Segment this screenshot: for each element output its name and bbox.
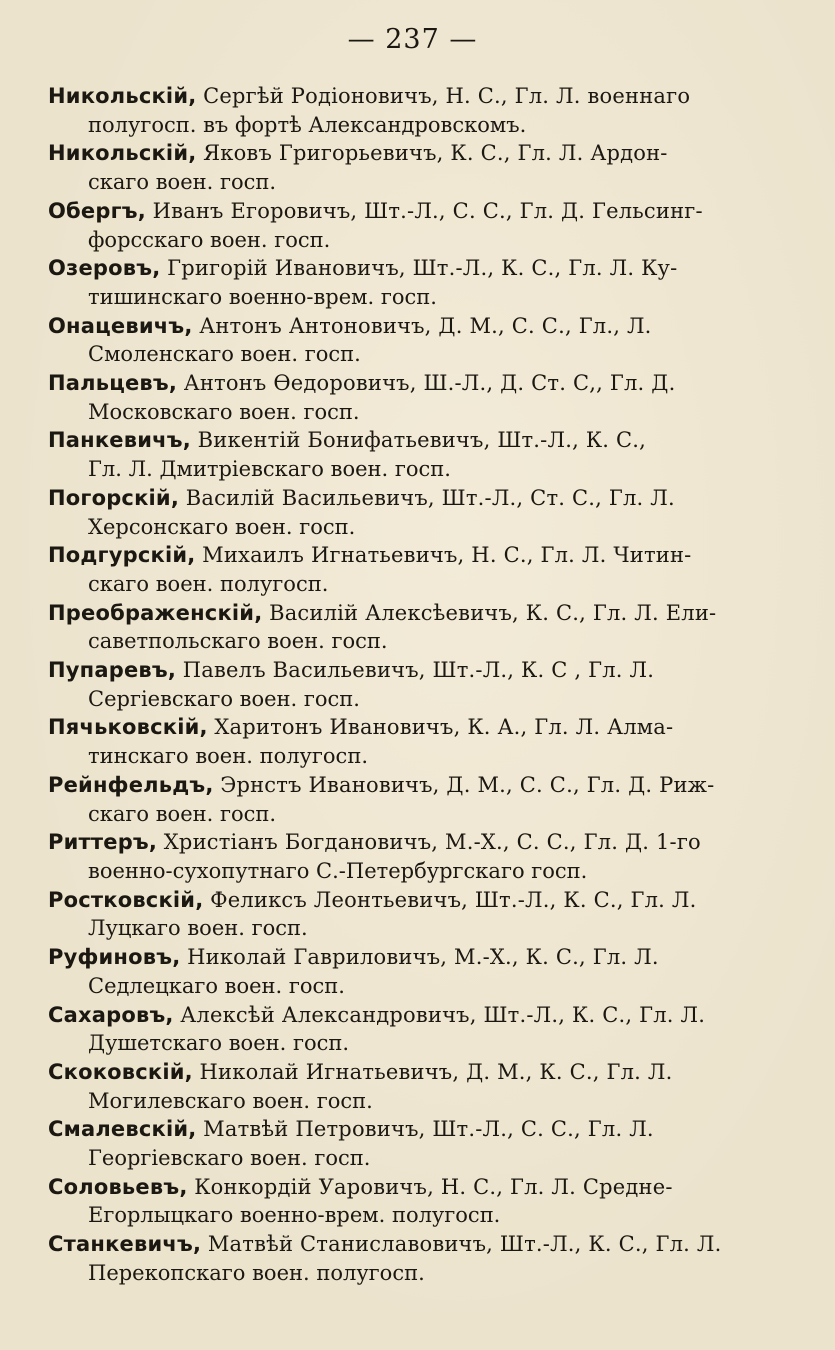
entry-details: Григорій Ивановичъ, Шт.-Л., К. С., Гл. Л. Ку-: [167, 256, 678, 281]
entry-details: Антонъ Өедоровичъ, Ш.-Л., Д. Ст. С,, Гл. Д.: [183, 371, 676, 396]
entry-details: Сергѣй Родіоновичъ, Н. С., Гл. Л. военнаго: [203, 84, 691, 108]
entry-details: Матвѣй Петровичъ, Шт.-Л., С. С., Гл. Л.: [203, 1117, 654, 1142]
entry-continuation: Сергіевскаго воен. госп.: [88, 686, 360, 711]
entry-details: Викентій Бонифатьевичъ, Шт.-Л., К. С.,: [197, 428, 647, 453]
entry-surname: Смалевскій,: [48, 1117, 197, 1142]
entry-continuation: скаго воен. госп.: [88, 801, 277, 826]
entry-surname: Погорскій,: [48, 485, 180, 510]
list-item: [48, 82, 777, 139]
list-item: [48, 541, 777, 598]
entry-surname: Пячьковскій,: [48, 715, 208, 740]
list-item: [48, 1115, 777, 1172]
entry-surname: Риттеръ,: [48, 830, 158, 855]
list-item: [48, 312, 777, 369]
entry-surname: Пупаревъ,: [48, 658, 177, 683]
entry-surname: Обергъ,: [48, 198, 146, 223]
entry-surname: Руфиновъ,: [48, 945, 181, 970]
entry-continuation: Смоленскаго воен. госп.: [88, 342, 361, 367]
entry-continuation: военно-сухопутнаго С.-Петербургскаго госп.: [88, 858, 588, 883]
entry-continuation: Перекопскаго воен. полугосп.: [88, 1260, 425, 1285]
list-item: [48, 886, 777, 943]
entry-continuation: Херсонскаго воен. госп.: [88, 514, 356, 539]
entry-continuation: Могилевскаго воен. госп.: [88, 1088, 373, 1113]
entry-surname: Станкевичъ,: [48, 1232, 202, 1257]
list-item: [48, 1001, 777, 1058]
list-item: [48, 656, 777, 713]
list-item: [48, 369, 777, 426]
entry-surname: Панкевичъ,: [48, 428, 191, 453]
entry-continuation: тинскаго воен. полугосп.: [88, 744, 368, 769]
entry-surname: Озеровъ,: [48, 256, 161, 281]
entry-details: Яковъ Григорьевичъ, К. С., Гл. Л. Ардон-: [203, 141, 668, 166]
entry-continuation: Седлецкаго воен. госп.: [88, 973, 345, 998]
entry-details: Феликсъ Леонтьевичъ, Шт.-Л., К. С., Гл. Л.: [210, 887, 697, 912]
entry-details: Василій Васильевичъ, Шт.-Л., Ст. С., Гл. Л.: [185, 485, 675, 510]
entry-details: Христіанъ Богдановичъ, М.-Х., С. С., Гл. Д. 1-го: [163, 830, 701, 855]
entry-continuation: Луцкаго воен. госп.: [88, 916, 308, 941]
entry-continuation: форсскаго воен. госп.: [88, 227, 331, 252]
list-item: [48, 197, 777, 254]
entry-continuation: саветпольскаго воен. госп.: [88, 629, 388, 654]
entry-details: Антонъ Антоновичъ, Д. М., С. С., Гл., Л.: [199, 313, 652, 338]
entry-continuation: Московскаго воен. госп.: [88, 399, 360, 424]
entry-surname: Онацевичъ,: [48, 313, 193, 338]
entry-details: Харитонъ Ивановичъ, К. А., Гл. Л. Алма-: [214, 715, 674, 740]
entry-surname: Ростковскій,: [48, 887, 204, 912]
list-item: [48, 1230, 777, 1287]
entry-continuation: Гл. Л. Дмитріевскаго воен. госп.: [88, 457, 451, 482]
entry-details: Эрнстъ Ивановичъ, Д. М., С. С., Гл. Д. Риж-: [220, 772, 715, 797]
entry-continuation: скаго воен. госп.: [88, 170, 277, 195]
list-item: [48, 599, 777, 656]
list-item: [48, 771, 777, 828]
list-item: [48, 484, 777, 541]
list-item: [48, 254, 777, 311]
entry-details: Конкордій Уаровичъ, Н. С., Гл. Л. Средне-: [194, 1174, 673, 1199]
entry-surname: Пальцевъ,: [48, 371, 178, 396]
entry-surname: Соловьевъ,: [48, 1174, 188, 1199]
entry-details: Иванъ Егоровичъ, Шт.-Л., С. С., Гл. Д. Гельсинг-: [152, 198, 703, 223]
entry-surname: Рейнфельдъ,: [48, 772, 214, 797]
entry-details: Василій Алексѣевичъ, К. С., Гл. Л. Ели-: [269, 600, 717, 625]
entry-details: Павелъ Васильевичъ, Шт.-Л., К. С , Гл. Л.: [182, 658, 655, 683]
entry-details: Николай Игнатьевичъ, Д. М., К. С., Гл. Л.: [199, 1059, 673, 1084]
list-item: [48, 426, 777, 483]
entry-continuation: Душетскаго воен. госп.: [88, 1031, 350, 1056]
entry-surname: Никольскій,: [48, 141, 197, 166]
entry-details: Михаилъ Игнатьевичъ, Н. С., Гл. Л. Читин-: [202, 543, 692, 568]
list-item: [48, 139, 777, 196]
entry-surname: Подгурскій,: [48, 543, 196, 568]
entry-continuation: тишинскаго военно-врем. госп.: [88, 284, 437, 309]
entry-continuation: Георгіевскаго воен. госп.: [88, 1146, 371, 1171]
entry-surname: Никольскій,: [48, 84, 197, 108]
list-item: [48, 828, 777, 885]
entry-continuation: полугосп. въ фортѣ Александровскомъ.: [88, 112, 527, 137]
list-item: [48, 1058, 777, 1115]
entry-surname: Скоковскій,: [48, 1059, 193, 1084]
list-item: [48, 1173, 777, 1230]
entry-continuation: Егорлыцкаго военно-врем. полугосп.: [88, 1203, 501, 1228]
entry-list: [48, 82, 777, 1288]
entry-continuation: скаго воен. полугосп.: [88, 571, 329, 596]
entry-details: Матвѣй Станиславовичъ, Шт.-Л., К. С., Гл. Л.: [207, 1232, 722, 1257]
list-item: [48, 713, 777, 770]
entry-details: Алексѣй Александровичъ, Шт.-Л., К. С., Гл. Л.: [180, 1002, 706, 1027]
page-number: — 237 —: [347, 24, 478, 55]
entry-details: Николай Гавриловичъ, М.-Х., К. С., Гл. Л.: [187, 945, 659, 970]
entry-surname: Преображенскій,: [48, 600, 263, 625]
entry-surname: Сахаровъ,: [48, 1002, 174, 1027]
list-item: [48, 943, 777, 1000]
